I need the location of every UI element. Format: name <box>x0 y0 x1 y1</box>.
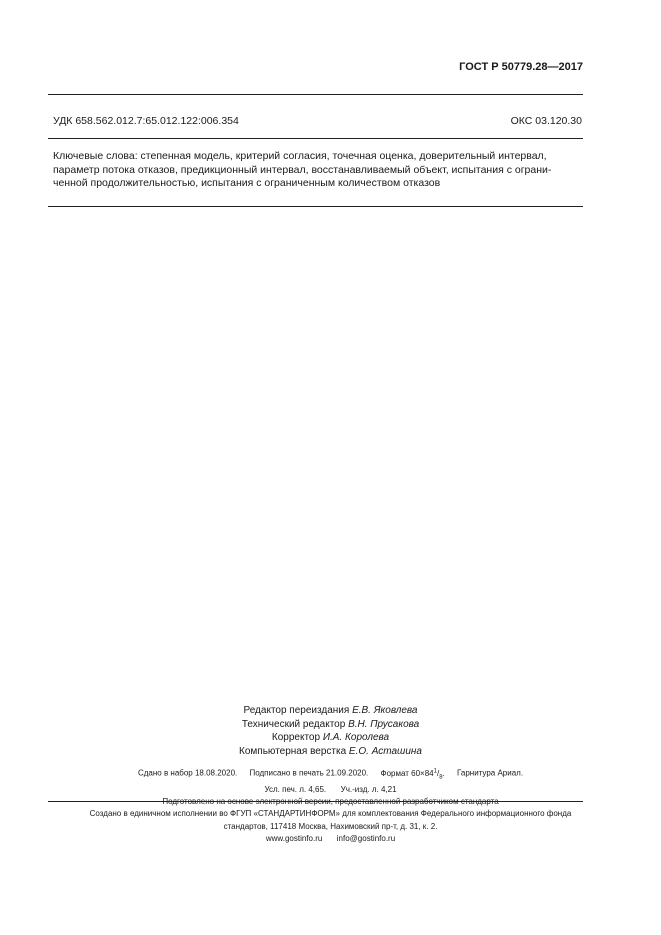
publication-row-1 <box>0 765 661 784</box>
layout-role: Компьютерная верстка <box>239 745 347 757</box>
credit-editor <box>0 704 661 718</box>
classification-divider <box>48 138 583 139</box>
publication-info <box>0 765 661 809</box>
website-link[interactable]: www.gostinfo.ru <box>265 834 323 843</box>
tech-editor-role: Технический редактор <box>241 718 346 730</box>
standard-code: ГОСТ Р 50779.28—2017 <box>459 61 583 73</box>
footer-block <box>0 808 661 846</box>
credit-corrector <box>0 731 661 745</box>
keywords-block <box>53 150 581 191</box>
footer-line-1: Создано в единичном исполнении во ФГУП «СТАНДАРТИНФОРМ» для комплектования Федерального информационного фонда <box>89 809 572 818</box>
paper-format: Формат $60\times 84^1/_8$. <box>380 768 445 781</box>
editor-role: Редактор переиздания <box>243 705 350 716</box>
typeface: Гарнитура Ариал. <box>457 768 524 778</box>
email-link[interactable]: info@gostinfo.ru <box>336 834 396 843</box>
keywords-line-3: ченной продолжительностью, испытания с ограниченным количеством отказов <box>53 177 441 189</box>
top-divider <box>48 94 583 95</box>
credit-layout <box>0 745 661 759</box>
credit-tech-editor <box>0 718 661 732</box>
footer-divider <box>48 801 583 802</box>
publisher-sheets: Уч.-изд. л. 4,21 <box>340 784 397 794</box>
keywords-line-2: параметр потока отказов, предикционный интервал, восстанавливаемый объект, испытания с ограни- <box>53 163 552 176</box>
udk-code: УДК 658.562.012.7:65.012.122:006.354 <box>53 115 239 127</box>
keywords-line-1: Ключевые слова: степенная модель, критерий согласия, точечная оценка, доверительный интервал, <box>53 150 547 162</box>
print-sheets: Усл. печ. л. 4,65. <box>264 784 327 794</box>
oks-code: ОКС 03.120.30 <box>510 115 582 127</box>
footer-line-2: стандартов, 117418 Москва, Нахимовский пр-т, д. 31, к. 2. <box>223 821 438 831</box>
submitted-date: Сдано в набор 18.08.2020. <box>137 768 238 778</box>
tech-editor-name: В.Н. Прусакова <box>348 718 420 730</box>
footer-contacts <box>0 833 661 846</box>
editor-name: Е.В. Яковлева <box>352 705 418 716</box>
credits-block <box>0 704 661 758</box>
prepared-note: Подготовлено на основе электронной версии, предоставленной разработчиком стандарта <box>162 797 499 807</box>
corrector-role: Корректор <box>271 732 321 743</box>
publication-row-2 <box>0 784 661 797</box>
signed-date: Подписано в печать 21.09.2020. <box>249 768 369 778</box>
keywords-divider <box>48 206 583 207</box>
corrector-name: И.А. Королева <box>322 732 390 743</box>
layout-name: Е.О. Асташина <box>348 745 422 757</box>
